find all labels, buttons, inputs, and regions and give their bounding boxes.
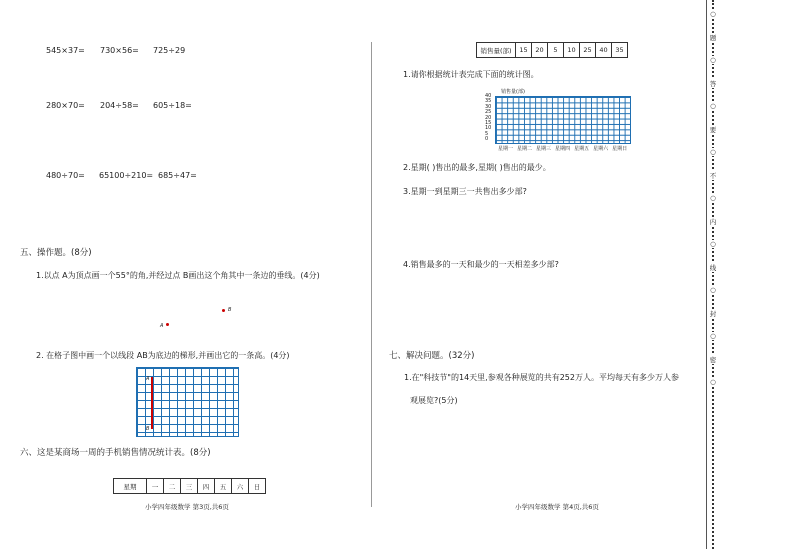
calc-row-2-c: 605÷18=: [153, 101, 192, 110]
sales-cell: 5: [548, 43, 564, 58]
chart-ylabel: 销售量(部): [501, 89, 525, 95]
calc-row-3-b: 65100÷210=: [99, 171, 154, 180]
question-5-1: 1.以点 A为顶点画一个55°的角,并经过点 B画出这个角其中一条边的垂线。(4分): [36, 271, 320, 280]
week-cell: 四: [198, 479, 215, 494]
binding-char: ○: [710, 102, 716, 110]
point-a-label: A: [160, 323, 164, 329]
question-6-4: 4.销售最多的一天和最少的一天相差多少部?: [403, 260, 559, 269]
section-7-title: 七、解决问题。(32分): [389, 351, 475, 361]
blank-chart-grid[interactable]: [495, 96, 631, 144]
footer-right: 小学四年级数学 第4页,共6页: [515, 503, 599, 511]
sales-cell: 15: [516, 43, 532, 58]
week-header: 星期: [114, 479, 147, 494]
ytick: 15: [485, 119, 492, 126]
ytick: 40: [485, 93, 492, 99]
binding-char: ○: [710, 56, 716, 64]
xtick: 星期三: [536, 146, 552, 152]
calc-row-1-b: 730×56=: [100, 46, 139, 55]
point-b-label: B: [228, 307, 232, 313]
sales-cell: 35: [612, 43, 628, 58]
binding-char: ○: [710, 332, 716, 340]
sales-cell: 20: [532, 43, 548, 58]
point-b-dot: [222, 309, 225, 312]
xtick: 星期日: [612, 146, 628, 152]
question-6-1: 1.请你根据统计表完成下面的统计图。: [403, 70, 539, 79]
binding-char: 答: [709, 79, 717, 88]
binding-char: 要: [709, 125, 717, 134]
binding-char: 线: [709, 263, 717, 272]
ytick: 30: [485, 103, 492, 110]
ytick: 10: [485, 125, 492, 132]
question-6-2: 2.星期( )售出的最多,星期( )售出的最少。: [403, 163, 551, 172]
ytick: 20: [485, 114, 492, 121]
grid-label-b: B: [146, 426, 150, 432]
ytick: 35: [485, 98, 492, 105]
binding-char: ○: [710, 194, 716, 202]
chart-yticks: [485, 94, 495, 143]
sales-table: [476, 42, 628, 58]
sales-cell: 10: [564, 43, 580, 58]
calc-row-1-a: 545×37=: [46, 46, 85, 55]
binding-char: 不: [709, 171, 717, 180]
ytick: 5: [485, 130, 489, 137]
week-cell: 三: [181, 479, 198, 494]
chart-xticks: [498, 145, 627, 152]
sales-cell: 40: [596, 43, 612, 58]
binding-char: 内: [709, 217, 717, 226]
week-cell: 一: [147, 479, 164, 494]
question-7-1-line1: 1.在"科技节"的14天里,参观各种展览的共有252万人。平均每天有多少万人参: [404, 373, 679, 382]
week-cell: 六: [232, 479, 249, 494]
xtick: 星期二: [517, 146, 533, 152]
column-divider: [371, 42, 372, 507]
calc-row-3-a: 480÷70=: [46, 171, 85, 180]
binding-char: ○: [710, 148, 716, 156]
binding-char: ○: [710, 378, 716, 386]
section-5-title: 五、操作题。(8分): [20, 248, 92, 258]
week-cell: 二: [164, 479, 181, 494]
calc-row-3-c: 685÷47=: [158, 171, 197, 180]
segment-ab: [151, 377, 153, 429]
binding-char: ○: [710, 10, 716, 18]
question-7-1-line2: 观展览?(5分): [410, 396, 458, 405]
section-6-title: 六、这是某商场一周的手机销售情况统计表。(8分): [20, 448, 211, 458]
calc-row-2-a: 280×70=: [46, 101, 85, 110]
binding-labels: [707, 10, 719, 386]
week-table: [113, 478, 266, 494]
binding-char: ○: [710, 286, 716, 294]
grid-label-a: A: [146, 376, 150, 382]
ytick: 0: [485, 136, 489, 143]
xtick: 星期五: [574, 146, 590, 152]
calc-row-2-b: 204÷58=: [100, 101, 139, 110]
binding-char: 题: [709, 33, 717, 42]
xtick: 星期四: [555, 146, 571, 152]
xtick: 星期六: [593, 146, 609, 152]
question-5-2: 2. 在格子图中画一个以线段 AB为底边的梯形,并画出它的一条高。(4分): [36, 351, 290, 360]
xtick: 星期一: [498, 146, 514, 152]
footer-left: 小学四年级数学 第3页,共6页: [145, 503, 229, 511]
ytick: 25: [485, 109, 492, 116]
point-a-dot: [166, 323, 169, 326]
week-cell: 日: [249, 479, 266, 494]
binding-char: 密: [709, 355, 717, 364]
calc-row-1-c: 725÷29: [153, 46, 186, 55]
sales-header: 销售量(部): [477, 43, 516, 58]
question-6-3: 3.星期一到星期三一共售出多少部?: [403, 187, 527, 196]
binding-char: ○: [710, 240, 716, 248]
binding-char: 封: [709, 309, 717, 318]
sales-cell: 25: [580, 43, 596, 58]
week-cell: 五: [215, 479, 232, 494]
